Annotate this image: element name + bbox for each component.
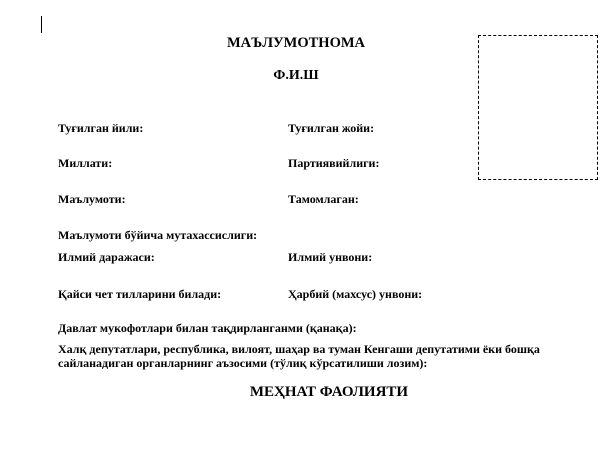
birth-place-label: Туғилган жойи:	[288, 121, 375, 135]
academic-title-label: Илмий унвони:	[288, 250, 373, 264]
nationality-label: Миллати:	[58, 156, 113, 170]
deputy-paragraph: Халқ депутатлари, республика, вилоят, шаҳар ва туман Кенгаши депутатими ёки бошқа сайланадиган органларнинг аъзосими (тўлиқ кўрсатилиши лозим):	[58, 342, 540, 370]
awards-label: Давлат мукофотлари билан тақдирланганми (қанақа):	[58, 321, 357, 335]
party-label: Партиявийлиги:	[288, 156, 380, 170]
graduated-label: Тамомлаган:	[288, 192, 359, 206]
work-activity-heading: МЕҲНАТ ФАОЛИЯТИ	[249, 384, 409, 400]
languages-label: Қайси чет тилларини билади:	[58, 287, 222, 301]
full-name-heading: Ф.И.Ш	[273, 68, 319, 83]
birth-year-label: Туғилган йили:	[58, 121, 144, 135]
document-title: МАЪЛУМОТНОМА	[226, 35, 366, 51]
academic-degree-label: Илмий даражаси:	[58, 250, 155, 264]
photo-placeholder	[478, 35, 598, 180]
education-label: Маълумоти:	[58, 192, 126, 206]
military-rank-label: Ҳарбий (махсус) унвони:	[288, 287, 423, 301]
text-cursor	[41, 16, 42, 33]
specialty-label: Маълумоти бўйича мутахассислиги:	[58, 228, 258, 242]
